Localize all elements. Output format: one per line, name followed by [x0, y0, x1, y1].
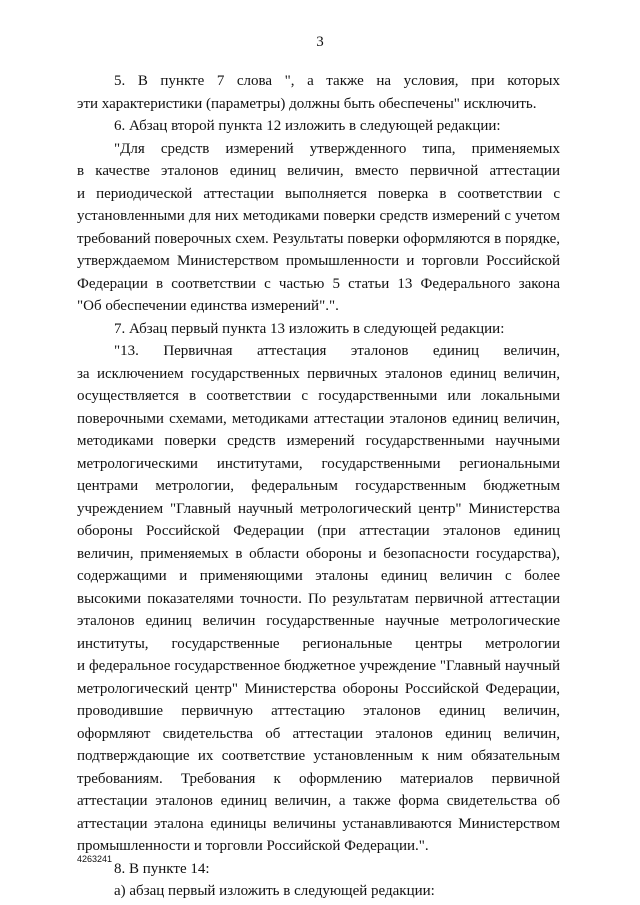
text-line: центрами метрологии, федеральным государственным бюджетным [77, 478, 560, 494]
text-line: требований поверочных схем. Результаты поверки оформляются в порядке, [77, 230, 560, 247]
subparagraph-a [77, 880, 560, 903]
text-line: и федеральное государственное бюджетное учреждение "Главный научный [77, 658, 560, 674]
text-line: высокими показателями точности. По результатам первичной аттестации [77, 590, 560, 607]
text-line: оформляют свидетельства об аттестации эталонов единиц величин, [77, 725, 560, 742]
text-line: установленными для них методиками поверки средств измерений с учетом [77, 208, 560, 224]
text-line: проводившие первичную аттестацию эталонов единиц величин, [77, 703, 560, 719]
text-line: а) абзац первый изложить в следующей редакции: [114, 883, 435, 899]
text-line: эти характеристики (параметры) должны быть обеспечены" исключить. [77, 95, 537, 112]
text-line: поверочными схемами, методиками аттестации эталонов единиц величин, [77, 410, 560, 427]
quoted-amendment-13 [77, 340, 560, 858]
text-line: требованиям. Требования к оформлению материалов первичной [77, 770, 560, 787]
text-line: содержащими и применяющими эталоны единиц величин с более [77, 568, 560, 584]
text-line: подтверждающие их соответствие установленным к ним обязательным [77, 748, 560, 764]
document-body [77, 70, 560, 903]
text-line: "Для средств измерений утвержденного типа, применяемых [114, 140, 560, 157]
text-line: 6. Абзац второй пункта 12 изложить в следующей редакции: [114, 118, 501, 134]
paragraph-item-6 [77, 115, 560, 138]
text-line: за исключением государственных первичных эталонов единиц величин, [77, 365, 560, 382]
text-line: в качестве эталонов единиц величин, вместо первичной аттестации [77, 163, 560, 179]
text-line: 5. В пункте 7 слова ", а также на условия, при которых [114, 73, 560, 89]
page-number: 3 [316, 34, 324, 50]
text-line: учреждением "Главный научный метрологический центр" Министерства [77, 500, 560, 517]
text-line: и периодической аттестации выполняется поверка в соответствии с [77, 185, 560, 202]
paragraph-item-8 [77, 858, 560, 881]
text-line: метрологическими институтами, государственными региональными [77, 455, 560, 472]
text-line: аттестации эталона единицы величины устанавливаются Министерством [77, 815, 560, 832]
text-line: промышленности и торговли Российской Федерации.". [77, 838, 429, 854]
text-line: "13. Первичная аттестация эталонов единиц величин, [114, 343, 560, 359]
text-line: обороны Российской Федерации (при аттестации эталонов единиц [77, 523, 560, 539]
text-line: метрологический центр" Министерства обороны Российской Федерации, [77, 680, 560, 697]
quoted-amendment-12 [77, 138, 560, 318]
text-line: осуществляется в соответствии с государственными или локальными [77, 388, 560, 404]
text-line: утверждаемом Министерством промышленности и торговли Российской [77, 253, 560, 269]
text-line: эталонов единиц величин государственные научные метрологические [77, 613, 560, 629]
paragraph-item-7 [77, 318, 560, 341]
text-line: "Об обеспечении единства измерений".". [77, 298, 339, 314]
text-line: 7. Абзац первый пункта 13 изложить в следующей редакции: [114, 320, 505, 337]
paragraph-item-5 [77, 70, 560, 115]
text-line: методиками поверки средств измерений государственными научными [77, 433, 560, 449]
text-line: институты, государственные региональные центры метрологии [77, 635, 560, 652]
text-line: аттестации эталонов единиц величин, а также форма свидетельства об [77, 793, 560, 809]
text-line: 8. В пункте 14: [114, 860, 210, 877]
text-line: Федерации в соответствии с частью 5 статьи 13 Федерального закона [77, 275, 560, 292]
document-id: 4263241 [77, 854, 113, 864]
text-line: величин, применяемых в области обороны и безопасности государства), [77, 545, 560, 562]
